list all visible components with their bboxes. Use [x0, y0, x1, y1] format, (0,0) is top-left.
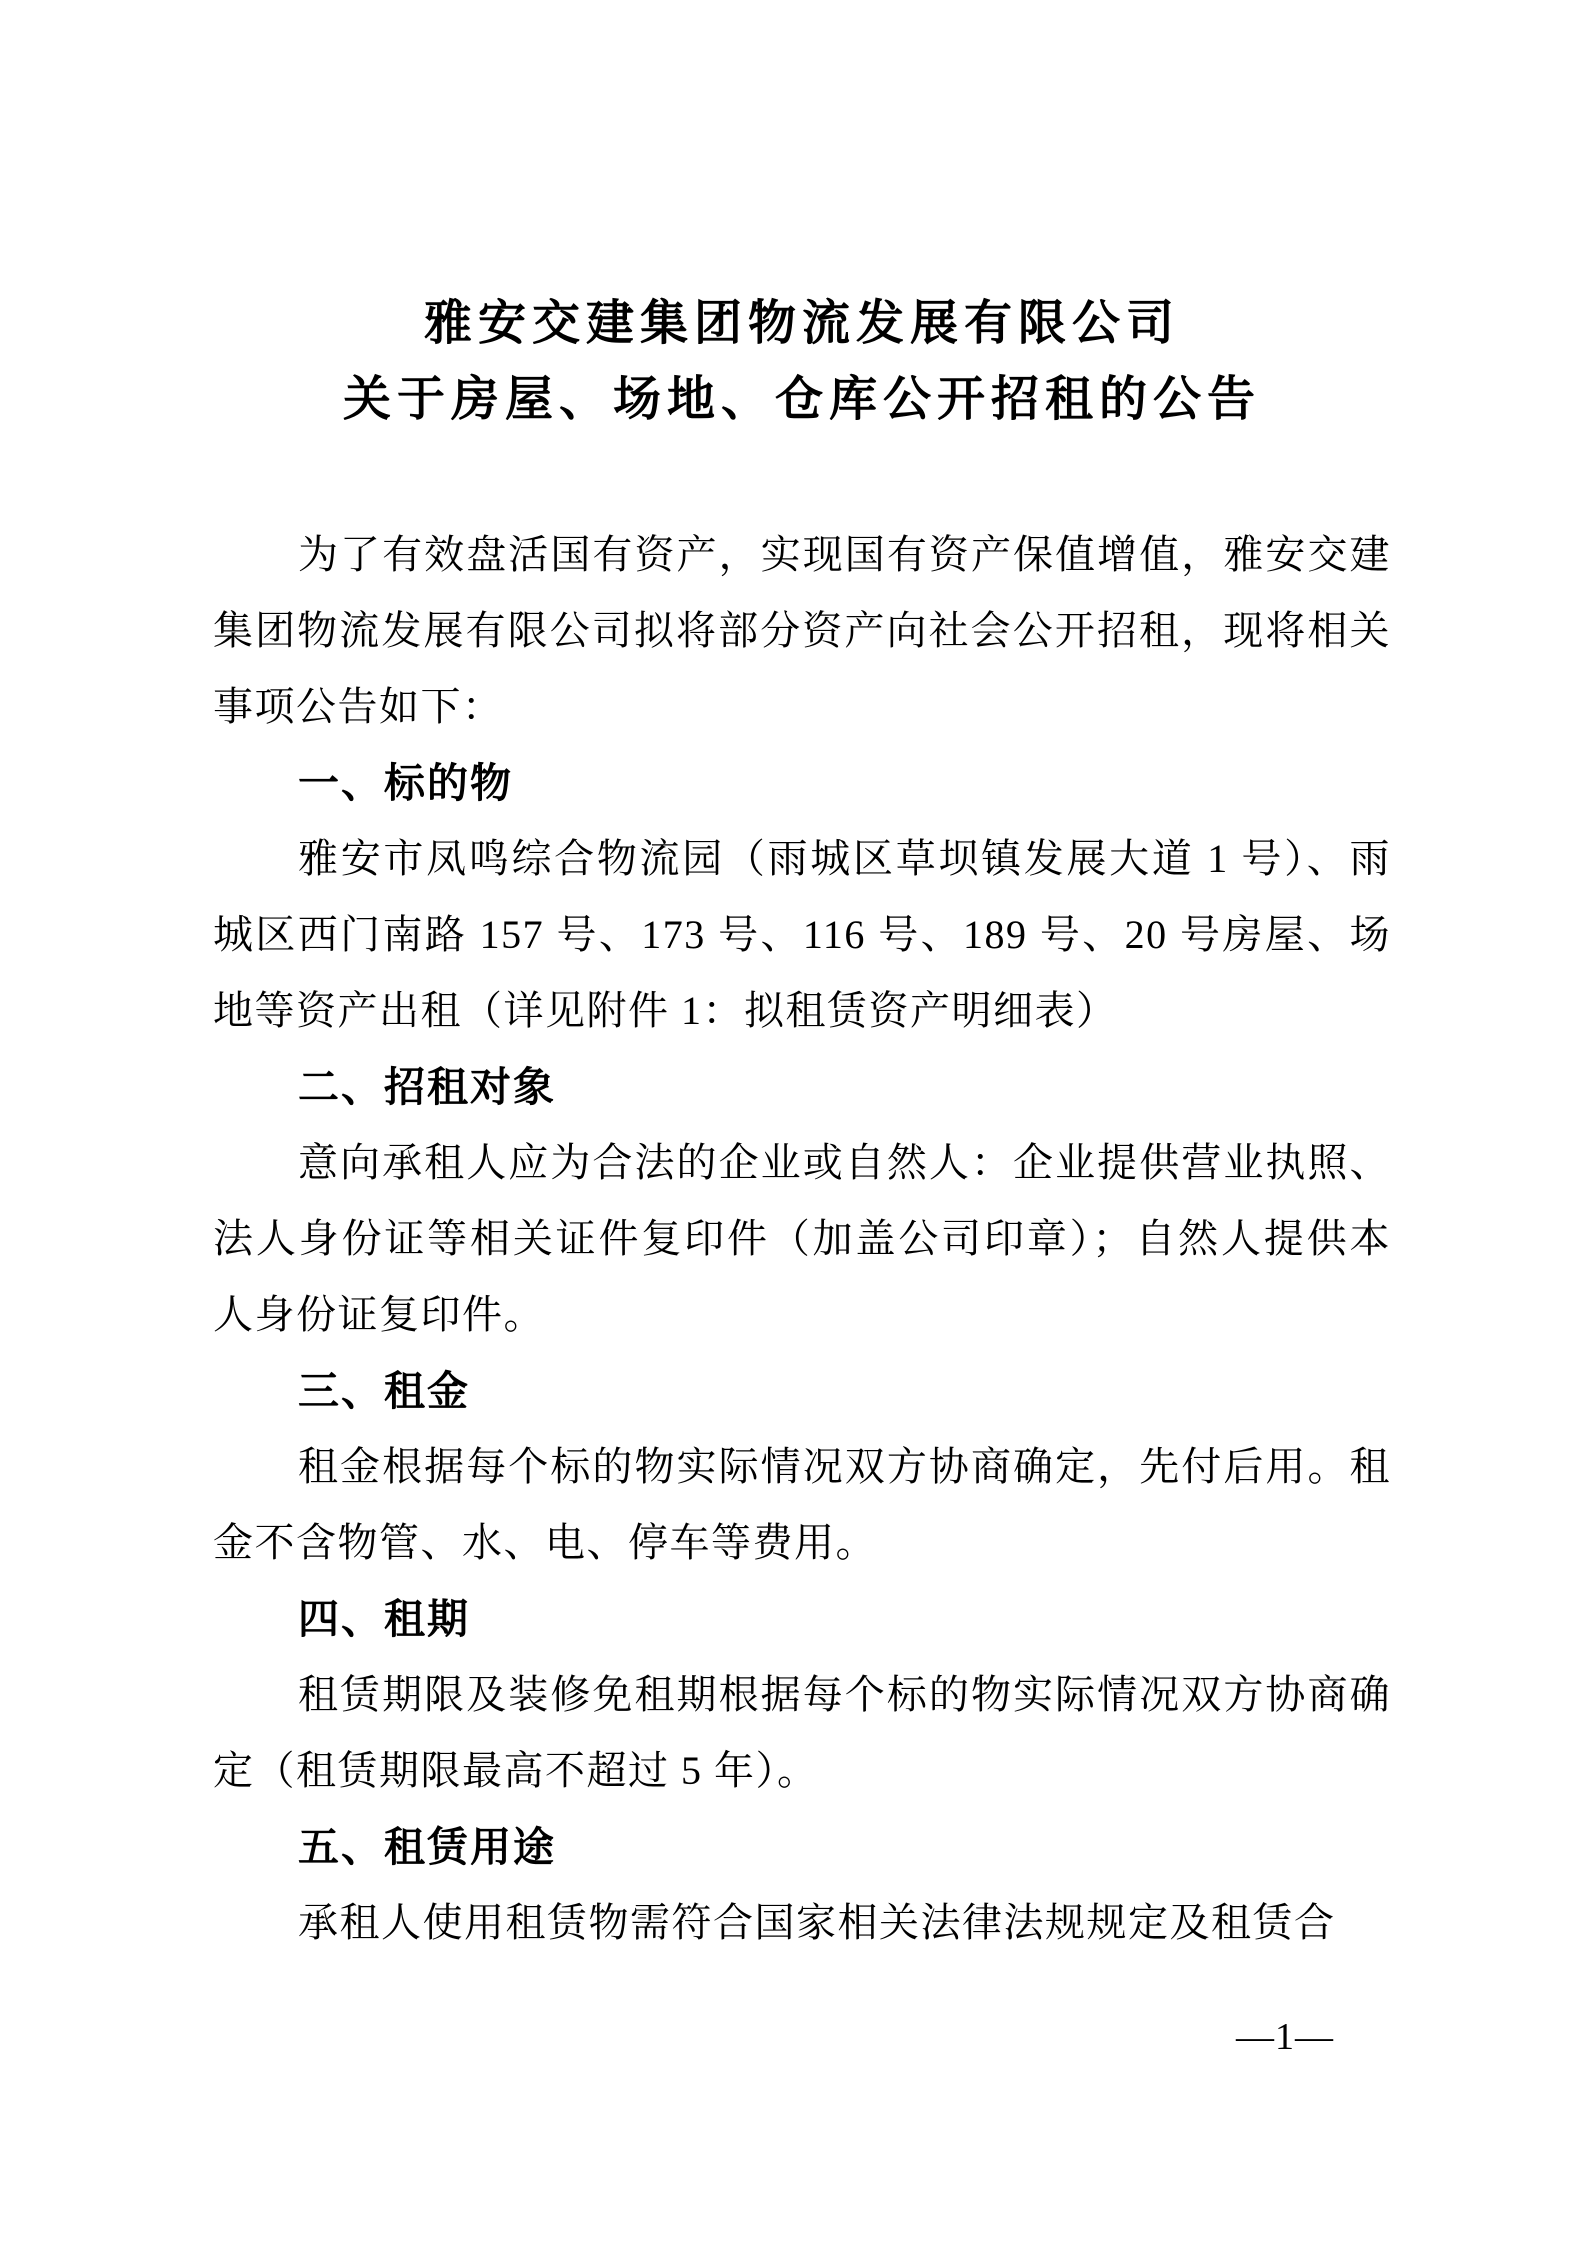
document-title [213, 286, 1391, 438]
section-heading-2: 二、招租对象 [298, 1064, 556, 1110]
section-paragraph-4: 租赁期限及装修免租期根据每个标的物实际情况双方协商确定（租赁期限最高不超过 5 年）。 [213, 1672, 1391, 1793]
section-paragraph-3: 租金根据每个标的物实际情况双方协商确定，先付后用。租金不含物管、水、电、停车等费用。 [213, 1444, 1391, 1565]
page-number: —1— [1236, 2016, 1334, 2058]
document-title-line-1: 雅安交建集团物流发展有限公司 [423, 297, 1180, 350]
document-content [213, 286, 1391, 1961]
section-heading-3: 三、租金 [298, 1368, 470, 1414]
section-paragraph-5: 承租人使用租赁物需符合国家相关法律法规规定及租赁合 [298, 1900, 1336, 1945]
document-body [213, 517, 1391, 1961]
section-heading-1: 一、标的物 [298, 760, 513, 806]
section-heading-4: 四、租期 [298, 1596, 470, 1642]
section-paragraph-1: 雅安市凤鸣综合物流园（雨城区草坝镇发展大道 1 号）、雨城区西门南路 157 号、173 号、116 号、189 号、20 号房屋、场地等资产出租（详见附件 1：拟租赁资产明细表） [213, 836, 1391, 1033]
section-paragraph-2: 意向承租人应为合法的企业或自然人：企业提供营业执照、法人身份证等相关证件复印件（加盖公司印章）；自然人提供本人身份证复印件。 [213, 1140, 1391, 1337]
intro-paragraph: 为了有效盘活国有资产，实现国有资产保值增值，雅安交建集团物流发展有限公司拟将部分资产向社会公开招租，现将相关事项公告如下： [213, 532, 1391, 729]
document-title-line-2: 关于房屋、场地、仓库公开招租的公告 [342, 373, 1261, 426]
section-heading-5: 五、租赁用途 [298, 1824, 556, 1870]
